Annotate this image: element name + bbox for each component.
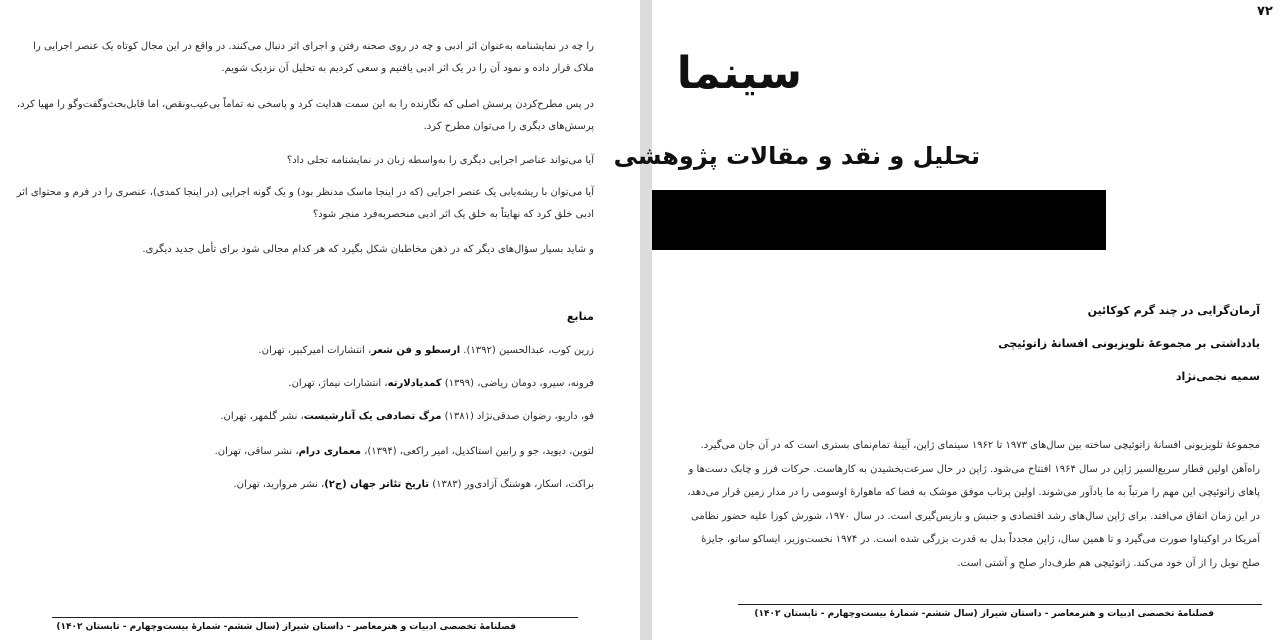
body-paragraph: آیا می‌توان با ریشه‌یابی یک عنصر اجرایی (که در اینجا ماسک مدنظر بود) و یک گونه اجرایی (در اینجا کمدی)، عنصری را در فرم و محتوای اثر ادبی خلق کرد که نهایتاً به خلق یک اثر ادبی منحصربه‌فرد منجر شود؟ [16, 187, 594, 220]
body-paragraph: را چه در نمایشنامه به‌عنوان اثر ادبی و چه در روی صحنه رفتن و اجرای اثر دنبال می‌کنند. در واقع در این مجال کوتاه یک عنصر اجرایی را ملاک قرار داده و نمود آن را در یک اثر ادبی یافتیم و سعی کردیم به تحلیل آن نزدیک شویم. [33, 41, 594, 74]
reference-item: فو، داریو، رضوان صدقی‌نژاد (۱۳۸۱) مرگ تصادفی یک آنارشیست، نشر گلمهر، تهران. [220, 411, 594, 422]
sources-heading: منابع [566, 310, 594, 323]
article-subtitle: یادداشتی بر مجموعهٔ تلویزیونی افسانهٔ زاتوئیچی [998, 337, 1260, 350]
author-name: سمیه نجمی‌نژاد [1175, 370, 1260, 383]
reference-item: لتوین، دیوید، جو و رابین استاکدیل، امیر راکعی، (۱۳۹۴)، معماری درام، نشر ساقی، تهران. [214, 446, 594, 457]
article-abstract: مجموعهٔ تلویزیونی افسانهٔ زاتوئیچی ساخته بین سال‌های ۱۹۷۳ تا ۱۹۶۲ سینمای ژاپن، آیینهٔ تمام‌نمای بستری است که در آن جان می‌گیرد. راه‌آهن اولین قطار سریع‌السیر ژاپن در سال ۱۹۶۴ افتتاح می‌شود. ژاپن در حال سرعت‌بخشیدن به کارهاست. حرکات فرز و چابک دست‌ها و پاهای زاتوئیچی این مهم را مرتباً به ما یادآور می‌شوند. اولین پرتاب موفق موشک به فضا که ماهوارهٔ اوسومی را در مدار زمین قرار می‌دهد، در این زمان اتفاق می‌افتد. برای ژاپن سال‌های رشد اقتصادی و جنبش و بازیس‌گیری است. در سال ۱۹۷۰، شورش کوزا علیه حضور نظامی آمریکا در اوکیناوا صورت می‌گیرد و تا همین سال، ژاپن مجدداً بدل به قدرت بزرگی شده است. در ۱۹۷۴ نخست‌وزیر، ایساکو ساتو، جایزهٔ صلح نوبل را از آن خود می‌کند. زاتوئیچی هم طرف‌دار صلح و آشتی است. [687, 440, 1260, 569]
section-subtitle: تحلیل و نقد و مقالات پژوهشی [613, 142, 980, 170]
reference-item: زرین کوب، عبدالحسین (۱۳۹۲). ارسطو و فن شعر، انتشارات امیرکبیر، تهران. [258, 345, 594, 356]
page-number: ۷۲ [1257, 4, 1273, 19]
footer-rule [52, 617, 578, 618]
reference-item: براکت، اسکار، هوشنگ آزادی‌ور (۱۳۸۳) تاریخ تئاتر جهان (ج۲)، نشر مروارید، تهران. [233, 479, 594, 490]
right-page [613, 0, 1280, 640]
footer-rule [738, 604, 1262, 605]
body-paragraph: آیا می‌تواند عناصر اجرایی دیگری را به‌واسطه زبان در نمایشنامه تجلی داد؟ [286, 155, 594, 166]
journal-footer: فصلنامهٔ تخصصی ادبیات و هنرمعاصر - داستان شیراز (سال ششم- شمارهٔ بیست‌وچهارم - تابستان ۱۴۰۲) [56, 622, 516, 632]
black-banner [652, 190, 1106, 250]
article-title: آرمان‌گرایی در چند گرم کوکائین [1087, 304, 1260, 317]
body-paragraph: و شاید بسیار سؤال‌های دیگر که در ذهن مخاطبان شکل بگیرد که هر کدام مجالی شود برای تأمل جدید دیگری. [142, 244, 594, 255]
journal-footer: فصلنامهٔ تخصصی ادبیات و هنرمعاصر - داستان شیراز (سال ششم- شمارهٔ بیست‌وچهارم - تابستان ۱۴۰۲) [754, 609, 1214, 619]
section-title: سینما [676, 48, 802, 99]
reference-item: فرونه، سیرو، دومان ریاضی، (۱۳۹۹) کمدیادلارته، انتشارات نیماژ، تهران. [288, 378, 594, 389]
body-paragraph: در پس مطرح‌کردن پرسش اصلی که نگارنده را به این سمت هدایت کرد و پاسخی نه تماماً بی‌عیب‌ونقص، اما قابل‌بحث‌وگفت‌وگو را مهیا کرد، پرسش‌های دیگری را می‌توان مطرح کرد. [16, 99, 594, 132]
